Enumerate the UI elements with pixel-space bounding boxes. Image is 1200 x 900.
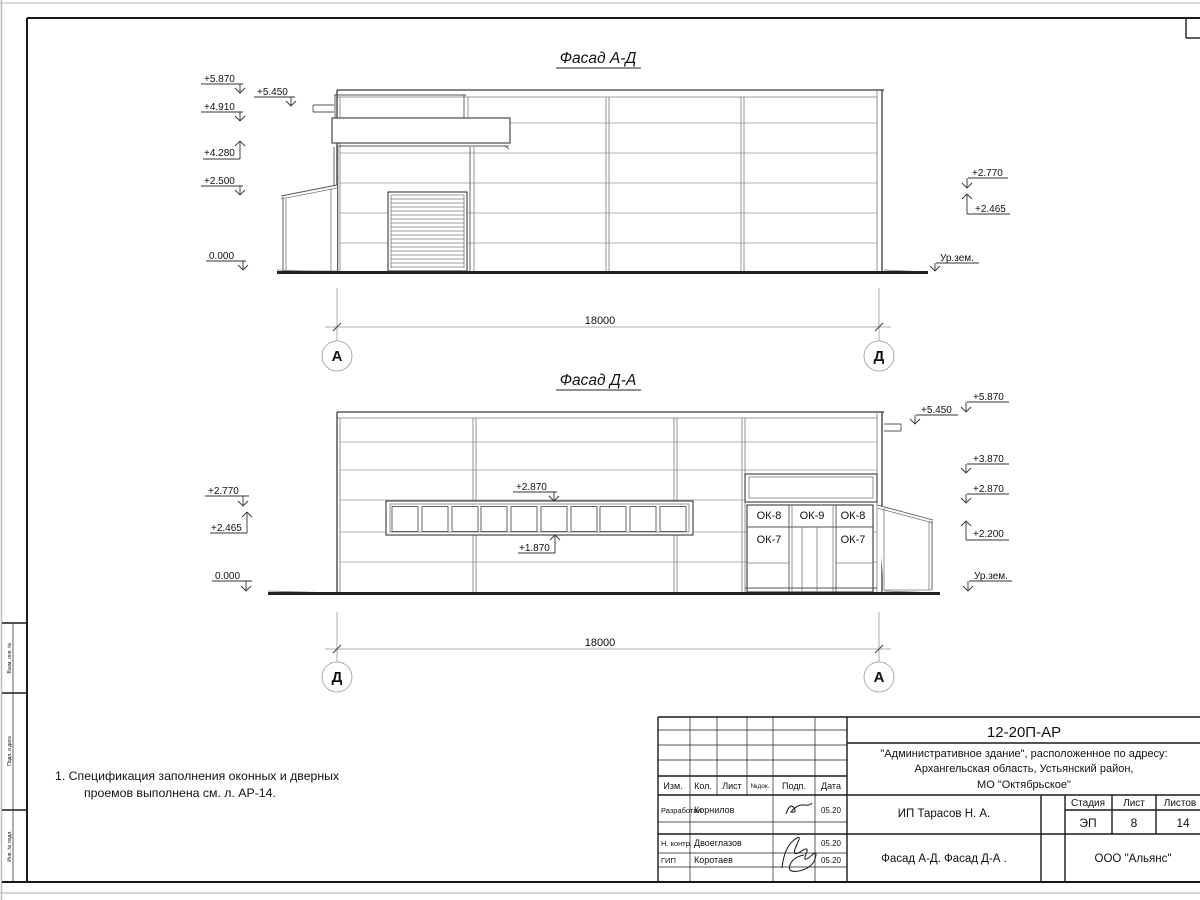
level-4280: +4.280 (204, 148, 235, 159)
storefront (745, 474, 877, 592)
sheets-value: 14 (1176, 816, 1190, 830)
window-label-ok8-right: ОК-8 (840, 510, 866, 522)
row3-date: 05.20 (820, 856, 842, 865)
note-line2: проемов выполнена см. л. АР-14. (84, 786, 276, 800)
facade-d-a-leanto (877, 505, 933, 590)
row3-role: ГИП (661, 856, 676, 865)
note-line1: 1. Спецификация заполнения оконных и дверных (55, 769, 340, 783)
col-izm: Изм. (663, 781, 683, 791)
facade-d-a-title: Фасад Д-А (559, 372, 637, 389)
margin-label-podp: Подп. и дата (7, 736, 13, 766)
level-2500: +2.500 (204, 176, 235, 187)
facade-a-d-dimension (322, 288, 894, 371)
project-line3: МО "Октябрьское" (977, 779, 1071, 791)
facade-d-a (205, 372, 1012, 692)
level-0000: 0.000 (209, 251, 235, 262)
col-data: Дата (821, 781, 841, 791)
window-label-ok7-right: ОК-7 (840, 534, 866, 546)
axis-a: А (331, 348, 343, 365)
roof-pipe-right (884, 424, 901, 431)
project-line1: "Административное здание", расположенное по адресу: (880, 748, 1168, 760)
margin-label-vzam: Взам. инв. № (7, 642, 13, 674)
window-label-ok7-left: ОК-7 (756, 534, 782, 546)
level-2770: +2.770 (972, 168, 1003, 179)
facade-a-d-levels-left (201, 74, 296, 270)
notes (55, 769, 340, 800)
level-4910: +4.910 (204, 102, 235, 113)
row1-date: 05.20 (820, 806, 842, 815)
sheets-label: Листов (1163, 798, 1197, 809)
ground-label: Ур.зем. (940, 253, 974, 264)
stage-value: ЭП (1079, 816, 1097, 830)
axis-a-b: А (873, 669, 885, 686)
window-label-ok9: ОК-9 (799, 510, 825, 522)
level-5870: +5.870 (204, 74, 235, 85)
org-name: ООО "Альянс" (1094, 853, 1172, 865)
doc-number: 12-20П-АР (986, 724, 1062, 741)
dim-18000-b: 18000 (584, 637, 616, 649)
col-ndok: №док. (750, 783, 770, 790)
facade-a-d-title: Фасад А-Д (559, 50, 637, 67)
signature-1 (786, 803, 812, 814)
ground-label-b: Ур.зем. (974, 571, 1008, 582)
row2-role: Н. контр. (661, 839, 692, 848)
axis-d: Д (873, 348, 885, 365)
facade-a-d-leanto (281, 185, 337, 271)
stage-label: Стадия (1070, 798, 1106, 809)
facade-a-d-ground (277, 270, 928, 273)
ribbon-windows (386, 501, 693, 535)
level-0000-b: 0.000 (215, 571, 241, 582)
facade-d-a-levels-left (205, 486, 252, 591)
project-line2: Архангельская область, Устьянский район, (914, 763, 1134, 775)
margin-label-inv: Инв. № подл. (7, 830, 13, 862)
title-block (658, 717, 1200, 882)
sheet-title: Фасад А-Д. Фасад Д-А . (881, 853, 1007, 865)
facade-d-a-dimension (322, 612, 894, 692)
dim-18000: 18000 (584, 315, 616, 327)
sheet-label: Лист (1123, 798, 1145, 809)
level-2465-b: +2.465 (211, 523, 242, 534)
level-2870-r: +2.870 (973, 484, 1004, 495)
row1-role: Разработал (661, 806, 702, 815)
row2-name: Двоеглазов (694, 838, 742, 848)
roller-door (388, 192, 467, 271)
axis-d-b: Д (331, 669, 343, 686)
level-2770-b: +2.770 (208, 486, 239, 497)
sheet-value: 8 (1130, 816, 1138, 830)
level-2870-mid: +2.870 (516, 482, 547, 493)
level-5450: +5.450 (257, 87, 288, 98)
level-5450-b: +5.450 (921, 405, 952, 416)
facade-a-d-levels-right (930, 168, 1010, 271)
level-2200: +2.200 (973, 529, 1004, 540)
level-2465: +2.465 (975, 204, 1006, 215)
left-margin-strip (2, 623, 27, 882)
col-kol: Кол. (694, 781, 712, 791)
canopy (332, 118, 510, 143)
row3-name: Коротаев (694, 855, 733, 865)
roof-pipe (313, 105, 334, 112)
window-label-ok8-left: ОК-8 (756, 510, 782, 522)
level-3870: +3.870 (973, 454, 1004, 465)
col-list: Лист (722, 781, 742, 791)
client: ИП Тарасов Н. А. (897, 808, 991, 820)
level-1870: +1.870 (519, 543, 550, 554)
col-podp: Подп. (782, 781, 806, 791)
level-5870-b: +5.870 (973, 392, 1004, 403)
row1-name: Корнилов (694, 805, 735, 815)
row2-date: 05.20 (820, 839, 842, 848)
facade-a-d (201, 50, 1010, 371)
signature-2 (782, 837, 816, 871)
